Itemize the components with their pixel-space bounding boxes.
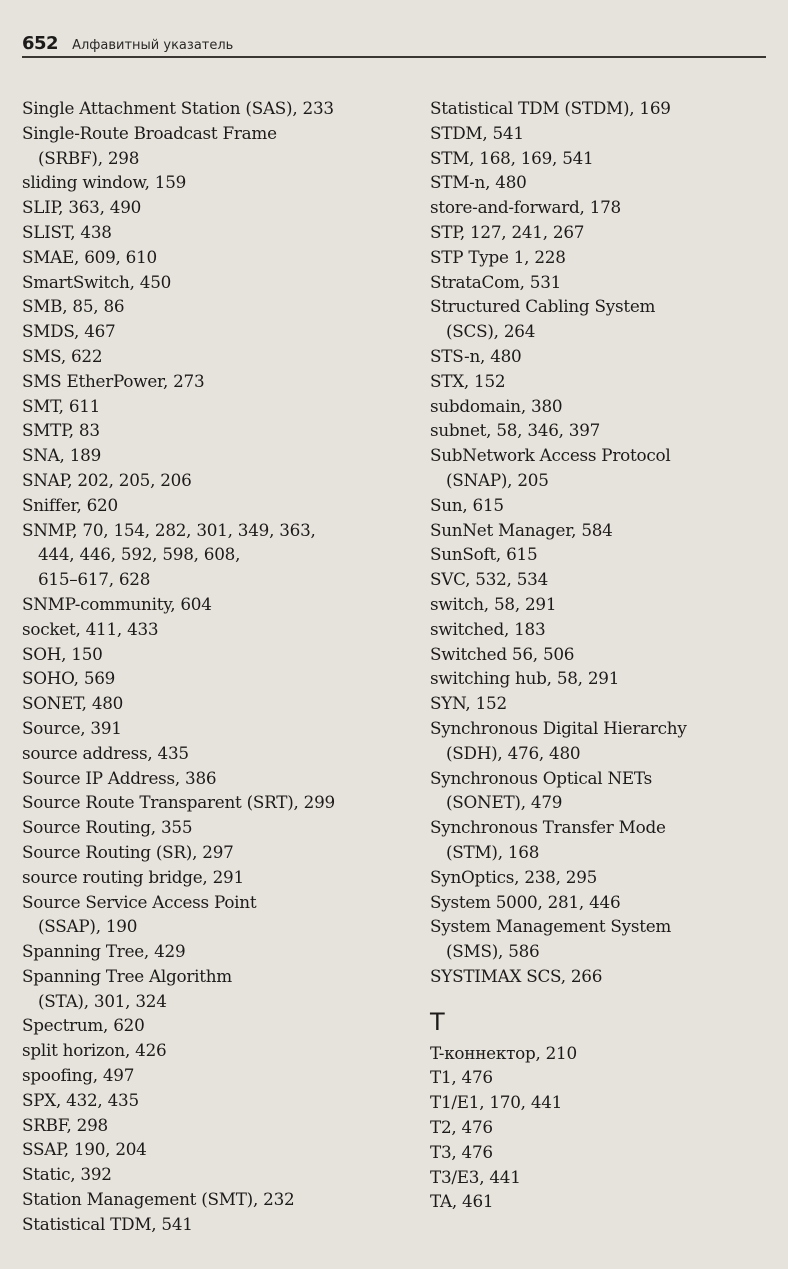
index-entry-continuation: (SMS), 586 — [446, 941, 540, 962]
index-column-left — [22, 96, 417, 1237]
index-entry-line: T3/E3, 441 — [430, 1166, 521, 1187]
index-entry — [430, 170, 770, 195]
index-entry-line: Source, 391 — [22, 717, 122, 738]
index-entry-line: sliding window, 159 — [22, 172, 187, 193]
index-entry — [430, 443, 770, 493]
index-entry — [22, 1212, 417, 1237]
index-entry — [430, 1041, 770, 1066]
index-column-right — [430, 96, 770, 1214]
index-entry — [22, 1063, 417, 1088]
index-entry-line: T1/E1, 170, 441 — [430, 1092, 563, 1113]
index-entry-line: Spectrum, 620 — [22, 1015, 145, 1036]
index-entry-line: SOHO, 569 — [22, 668, 116, 689]
index-entry — [22, 890, 417, 940]
index-entry — [430, 394, 770, 419]
index-entry — [430, 493, 770, 518]
index-entry — [430, 220, 770, 245]
index-entry-line: STP, 127, 241, 267 — [430, 221, 585, 242]
index-entry-line: source routing bridge, 291 — [22, 866, 244, 887]
index-entry — [430, 890, 770, 915]
index-entry-line: SLIP, 363, 490 — [22, 197, 142, 218]
index-entry — [22, 443, 417, 468]
index-entry-line: SMTP, 83 — [22, 420, 100, 441]
index-entry — [22, 493, 417, 518]
index-entry-continuation: (SONET), 479 — [446, 792, 563, 813]
index-entry — [430, 964, 770, 989]
index-entry — [430, 542, 770, 567]
index-entry — [22, 270, 417, 295]
index-entry — [430, 1115, 770, 1140]
index-entry-line: STS-n, 480 — [430, 345, 522, 366]
index-entry-continuation: (SCS), 264 — [446, 321, 536, 342]
index-entry-line: SPX, 432, 435 — [22, 1089, 139, 1110]
index-entry — [22, 468, 417, 493]
index-entry — [22, 1088, 417, 1113]
index-entry-line: SynOptics, 238, 295 — [430, 866, 598, 887]
index-entry-line: SubNetwork Access Protocol — [430, 445, 671, 466]
index-entry-line: SYN, 152 — [430, 693, 507, 714]
index-entry-continuation: 444, 446, 592, 598, 608, — [38, 544, 241, 565]
index-entry-line: System Management System — [430, 916, 672, 937]
index-entry-line: Synchronous Transfer Mode — [430, 817, 666, 838]
index-entry — [430, 1140, 770, 1165]
index-entry-line: Synchronous Optical NETs — [430, 767, 653, 788]
index-entry — [430, 294, 770, 344]
index-entry — [430, 96, 770, 121]
index-entry-continuation: 615–617, 628 — [38, 569, 151, 590]
index-entry — [22, 319, 417, 344]
index-entry-line: StrataCom, 531 — [430, 271, 562, 292]
index-entry-line: switched, 183 — [430, 618, 546, 639]
index-entry-line: SRBF, 298 — [22, 1114, 108, 1135]
index-entry — [22, 344, 417, 369]
index-entry — [22, 294, 417, 319]
index-entry-line: SMS EtherPower, 273 — [22, 370, 205, 391]
index-entry — [430, 146, 770, 171]
index-entry — [22, 815, 417, 840]
index-entry — [22, 1187, 417, 1212]
index-entry — [430, 195, 770, 220]
index-entry — [22, 716, 417, 741]
index-entry-line: subdomain, 380 — [430, 395, 563, 416]
index-entry — [22, 96, 417, 121]
index-entry — [22, 1162, 417, 1187]
section-letter: T — [430, 1007, 445, 1036]
index-entry — [22, 1113, 417, 1138]
index-entries-t — [430, 1041, 770, 1215]
index-entry — [430, 567, 770, 592]
index-entry — [22, 121, 417, 171]
index-entry — [22, 666, 417, 691]
index-entry-line: SOH, 150 — [22, 643, 103, 664]
index-entry — [22, 617, 417, 642]
index-entry-line: SNA, 189 — [22, 445, 101, 466]
index-entry-line: Spanning Tree, 429 — [22, 941, 186, 962]
index-entry-line: switching hub, 58, 291 — [430, 668, 620, 689]
index-entry-continuation: (SDH), 476, 480 — [446, 742, 581, 763]
index-entry — [22, 245, 417, 270]
index-entry-line: SMB, 85, 86 — [22, 296, 125, 317]
index-entry — [22, 1137, 417, 1162]
index-entry — [430, 1165, 770, 1190]
index-entry-line: subnet, 58, 346, 397 — [430, 420, 601, 441]
index-entry — [430, 642, 770, 667]
index-entry — [430, 344, 770, 369]
index-entry-line: STDM, 541 — [430, 122, 524, 143]
index-entry — [22, 642, 417, 667]
index-entry-line: Synchronous Digital Hierarchy — [430, 717, 687, 738]
index-entry — [430, 518, 770, 543]
index-entry-continuation: (SNAP), 205 — [446, 469, 549, 490]
index-entry-line: store-and-forward, 178 — [430, 197, 621, 218]
index-entry — [430, 369, 770, 394]
index-entry — [22, 1038, 417, 1063]
index-entry — [430, 617, 770, 642]
index-entry-line: Spanning Tree Algorithm — [22, 965, 232, 986]
index-entry-line: T2, 476 — [430, 1117, 493, 1138]
index-entry-line: split horizon, 426 — [22, 1040, 167, 1061]
index-entry — [22, 840, 417, 865]
index-entry-line: Station Management (SMT), 232 — [22, 1189, 295, 1210]
index-entry-line: Source Route Transparent (SRT), 299 — [22, 792, 335, 813]
index-entry-line: Source IP Address, 386 — [22, 767, 217, 788]
index-entry-continuation: (SRBF), 298 — [38, 147, 140, 168]
index-entry — [430, 691, 770, 716]
index-entry — [22, 766, 417, 791]
index-entry — [430, 716, 770, 766]
index-entry-line: T3, 476 — [430, 1141, 493, 1162]
index-entry-line: STP Type 1, 228 — [430, 246, 566, 267]
index-entry-line: spoofing, 497 — [22, 1065, 135, 1086]
index-entry — [430, 245, 770, 270]
index-entry-line: SMAE, 609, 610 — [22, 246, 157, 267]
index-entry-line: Single-Route Broadcast Frame — [22, 122, 277, 143]
index-entry — [22, 865, 417, 890]
index-entry-line: SunNet Manager, 584 — [430, 519, 613, 540]
index-entry — [430, 1090, 770, 1115]
index-entry — [430, 121, 770, 146]
index-entry-line: System 5000, 281, 446 — [430, 891, 621, 912]
index-entry-line: SSAP, 190, 204 — [22, 1139, 147, 1160]
index-entry-line: T-коннектор, 210 — [430, 1042, 577, 1063]
index-entry-line: SMT, 611 — [22, 395, 101, 416]
index-entry-line: SNMP, 70, 154, 282, 301, 349, 363, — [22, 519, 316, 540]
index-entry — [430, 865, 770, 890]
index-entry-line: Switched 56, 506 — [430, 643, 575, 664]
index-entry-line: Statistical TDM (STDM), 169 — [430, 98, 671, 118]
index-entry — [430, 1189, 770, 1214]
index-entry — [430, 914, 770, 964]
index-entry-line: Sun, 615 — [430, 494, 504, 515]
index-entry — [22, 691, 417, 716]
index-entry — [430, 666, 770, 691]
index-entry-line: SYSTIMAX SCS, 266 — [430, 965, 603, 986]
index-entry — [430, 592, 770, 617]
index-entry — [22, 939, 417, 964]
index-entry-line: switch, 58, 291 — [430, 593, 557, 614]
index-entry-line: Static, 392 — [22, 1164, 112, 1185]
index-entry — [22, 170, 417, 195]
index-entry-line: SNAP, 202, 205, 206 — [22, 469, 192, 490]
page-number: 652 — [22, 33, 59, 54]
index-entry-line: SMDS, 467 — [22, 321, 116, 342]
index-entry — [430, 418, 770, 443]
index-entry-line: Statistical TDM, 541 — [22, 1213, 193, 1234]
index-entry-continuation: (SSAP), 190 — [38, 916, 138, 937]
index-entry-line: Sniffer, 620 — [22, 494, 118, 515]
index-entry — [22, 790, 417, 815]
index-entry — [22, 741, 417, 766]
index-entry — [22, 964, 417, 1014]
index-entry — [22, 1013, 417, 1038]
index-entry — [22, 195, 417, 220]
index-entry-line: Structured Cabling System — [430, 296, 656, 317]
index-entry-continuation: (STA), 301, 324 — [38, 990, 167, 1011]
index-entry — [22, 220, 417, 245]
index-entry — [22, 394, 417, 419]
index-entry — [430, 1065, 770, 1090]
index-entry-line: TA, 461 — [430, 1191, 494, 1212]
page-header — [22, 24, 766, 58]
index-entry-line: SLIST, 438 — [22, 221, 112, 242]
index-entry-line: Source Routing, 355 — [22, 817, 193, 838]
index-entry-line: SNMP-community, 604 — [22, 593, 212, 614]
index-entry-line: source address, 435 — [22, 742, 189, 763]
index-entry-line: SmartSwitch, 450 — [22, 271, 172, 292]
index-entry-line: T1, 476 — [430, 1067, 493, 1088]
index-entry-line: STM-n, 480 — [430, 172, 527, 193]
index-entry-line: Single Attachment Station (SAS), 233 — [22, 98, 334, 118]
index-entry-line: socket, 411, 433 — [22, 618, 159, 639]
index-entry-line: SVC, 532, 534 — [430, 569, 549, 590]
running-title: Алфавитный указатель — [72, 38, 234, 53]
index-entry-line: SMS, 622 — [22, 345, 103, 366]
index-entries-s — [430, 96, 770, 989]
index-entry-line: SunSoft, 615 — [430, 544, 538, 565]
index-entry-line: Source Service Access Point — [22, 891, 257, 912]
index-entry-line: Source Routing (SR), 297 — [22, 841, 234, 862]
index-entry-line: STX, 152 — [430, 370, 506, 391]
index-entry — [22, 592, 417, 617]
index-entry — [22, 418, 417, 443]
index-entry — [22, 518, 417, 592]
index-entry-continuation: (STM), 168 — [446, 841, 540, 862]
index-entry-line: SONET, 480 — [22, 693, 124, 714]
index-entry — [430, 766, 770, 816]
index-entry — [430, 815, 770, 865]
index-entry — [22, 369, 417, 394]
index-entry-line: STM, 168, 169, 541 — [430, 147, 594, 168]
index-entry — [430, 270, 770, 295]
